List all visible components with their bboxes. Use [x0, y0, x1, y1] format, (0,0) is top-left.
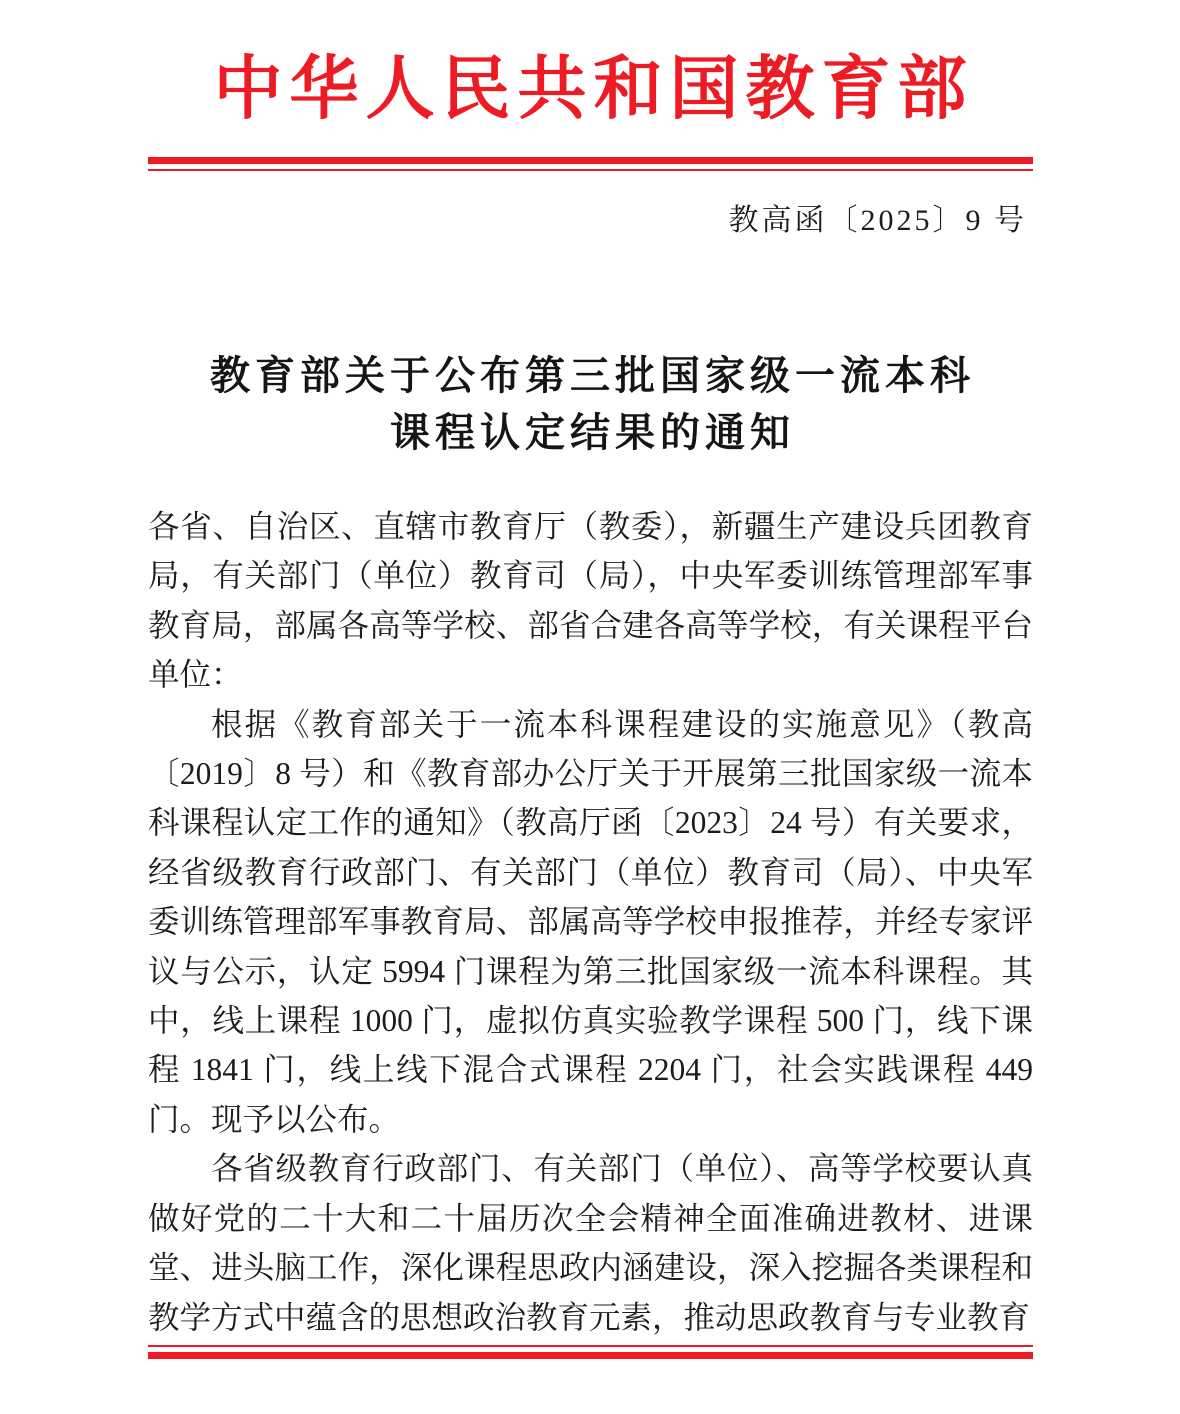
page-footer-divider [148, 1345, 1033, 1359]
body-paragraph-recognition-results: 根据《教育部关于一流本科课程建设的实施意见》（教高〔2019〕8 号）和《教育部办公厅关于开展第三批国家级一流本科课程认定工作的通知》（教高厅函〔2023〕24 号）有关要求，经省级教育行政部门、有关部门（单位）教育司（局）、中央军委训练管理部军事教育局、部属高等学校申报推荐，并经专家评议与公示，认定 5994 门课程为第三批国家级一流本科课程。其中，线上课程 1000 门，虚拟仿真实验教学课程 500 门，线下课程 1841 门，线上线下混合式课程 2204 门，社会实践课程 449 门。现予以公布。 [148, 706, 1033, 1137]
letterhead-divider-thin-line [148, 169, 1033, 171]
document-reference-number: 教高函〔2025〕9 号 [728, 204, 1027, 237]
notice-title [0, 347, 1180, 461]
ministry-letterhead-title: 中华人民共和国教育部 [213, 51, 974, 127]
notice-title-line-2: 课程认定结果的通知 [390, 410, 795, 455]
notice-body [148, 502, 1033, 1345]
body-paragraph-requirements: 各省级教育行政部门、有关部门（单位）、高等学校要认真做好党的二十大和二十届历次全会精神全面准确进教材、进课堂、进头脑工作，深化课程思政内涵建设，深入挖掘各类课程和教学方式中蕴含的思想政治教育元素，推动思政教育与专业教育 [148, 1151, 1033, 1335]
notice-title-line-1: 教育部关于公布第三批国家级一流本科 [210, 353, 975, 398]
footer-divider-thick-line [148, 1352, 1033, 1359]
letterhead-divider [148, 157, 1033, 171]
salutation-paragraph: 各省、自治区、直辖市教育厅（教委），新疆生产建设兵团教育局，有关部门（单位）教育司（局），中央军委训练管理部军事教育局，部属各高等学校、部省合建各高等学校，有关课程平台单位： [148, 509, 1033, 693]
letterhead-divider-thick-line [148, 157, 1033, 164]
footer-divider-thin-line [148, 1345, 1033, 1347]
